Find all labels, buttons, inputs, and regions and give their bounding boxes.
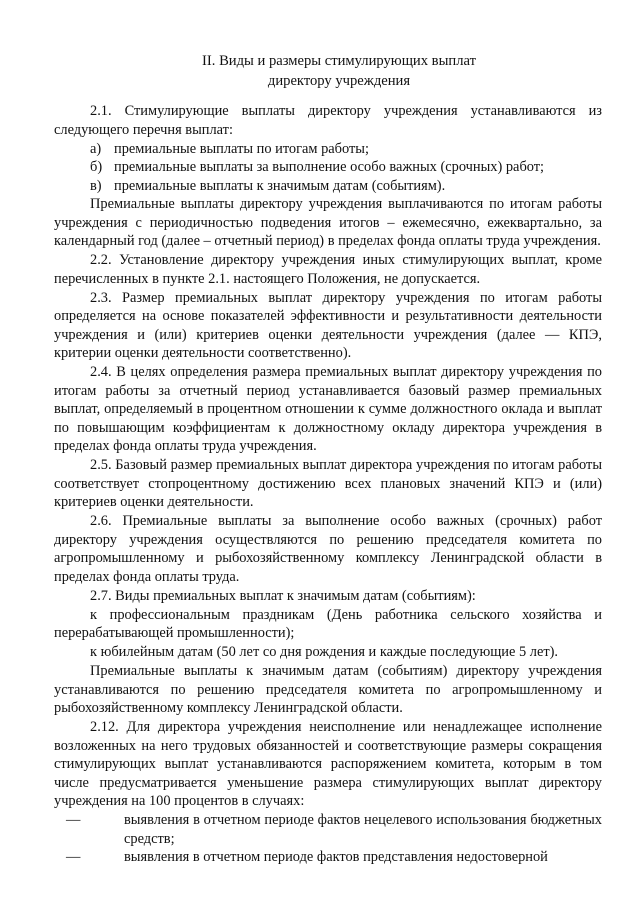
dash-item-text: выявления в отчетном периоде фактов нецелевого использования бюджетных средств; [124, 812, 602, 847]
paragraph-2-7-anniversaries: к юбилейным датам (50 лет со дня рождения и каждые последующие 5 лет). [90, 644, 559, 660]
list-item [54, 158, 602, 177]
list-item-text: премиальные выплаты за выполнение особо важных (срочных) работ; [114, 159, 545, 175]
paragraph-2-2: 2.2. Установление директору учреждения иных стимулирующих выплат, кроме перечисленных в пункте 2.1. настоящего Положения, не допускается. [54, 252, 602, 287]
paragraph-2-7: 2.7. Виды премиальных выплат к значимым датам (событиям): [90, 587, 476, 604]
list-marker: а) [90, 140, 102, 157]
paragraph-2-12: 2.12. Для директора учреждения неисполнение или ненадлежащее исполнение возложенных на него трудовых обязанностей и соответствующие размеры сокращения стимулирующих выплат устанавливаются распоряжением комитета, которым в том числе предусматривается уменьшение размера стимулирующих выплат директору учреждения на 100 процентов в случаях: [54, 719, 602, 809]
list-item [54, 140, 602, 159]
heading-line-2: директору учреждения [267, 73, 411, 89]
paragraph-2-1-continued: Премиальные выплаты директору учреждения выплачиваются по итогам работы учреждения с периодичностью подведения итогов – ежемесячно, ежеквартально, за календарный год (далее – отчетный период) в пределах фонда оплаты труда учреждения. [54, 196, 602, 249]
section-heading [0, 51, 640, 91]
list-marker: б) [90, 159, 103, 175]
list-item-text: премиальные выплаты к значимым датам (событиям). [114, 177, 446, 194]
dash-marker: — [66, 849, 81, 865]
paragraph-2-5: 2.5. Базовый размер премиальных выплат директора учреждения по итогам работы соответствует стопроцентному достижению всех плановых значений КПЭ и (или) критериев оценки деятельности. [54, 457, 602, 510]
paragraph-2-7-holidays: к профессиональным праздникам (День работника сельского хозяйства и перерабатывающей промышленности); [54, 606, 602, 641]
paragraph-2-3: 2.3. Размер премиальных выплат директору учреждения по итогам работы определяется на основе показателей эффективности и результативности деятельности учреждения и (или) критериев оценки деятельности учреждения (далее — КПЭ, критерии оценки деятельности соответственно). [54, 289, 602, 361]
list-item [54, 177, 602, 196]
dash-item-text: выявления в отчетном периоде фактов представления недостоверной [124, 849, 548, 865]
list-marker: в) [90, 177, 102, 194]
document-body [54, 102, 602, 867]
dash-list-item [54, 811, 602, 848]
dash-list-item [54, 848, 602, 867]
list-item-text: премиальные выплаты по итогам работы; [114, 140, 369, 157]
heading-line-1: II. Виды и размеры стимулирующих выплат [202, 53, 476, 69]
paragraph-2-6: 2.6. Премиальные выплаты за выполнение особо важных (срочных) работ директору учреждения осуществляются по решению председателя комитета по агропромышленному и рыбохозяйственному комплексу Ленинградской области в пределах фонда оплаты труда. [54, 513, 602, 585]
dash-marker: — [66, 812, 81, 828]
paragraph-2-1: 2.1. Стимулирующие выплаты директору учреждения устанавливаются из следующего перечня выплат: [54, 103, 602, 138]
paragraph-2-4: 2.4. В целях определения размера премиальных выплат директору учреждения по итогам работы за отчетный период устанавливается базовый размер премиальных выплат, определяемый в процентном отношении к сумме должностного оклада и выплат по повышающим коэффициентам к должностному окладу директора учреждения в пределах фонда оплаты труда учреждения. [54, 364, 602, 454]
paragraph-2-7-continued: Премиальные выплаты к значимым датам (событиям) директору учреждения устанавливаются по решению председателя комитета по агропромышленному и рыбохозяйственному комплексу Ленинградской области. [54, 663, 602, 716]
